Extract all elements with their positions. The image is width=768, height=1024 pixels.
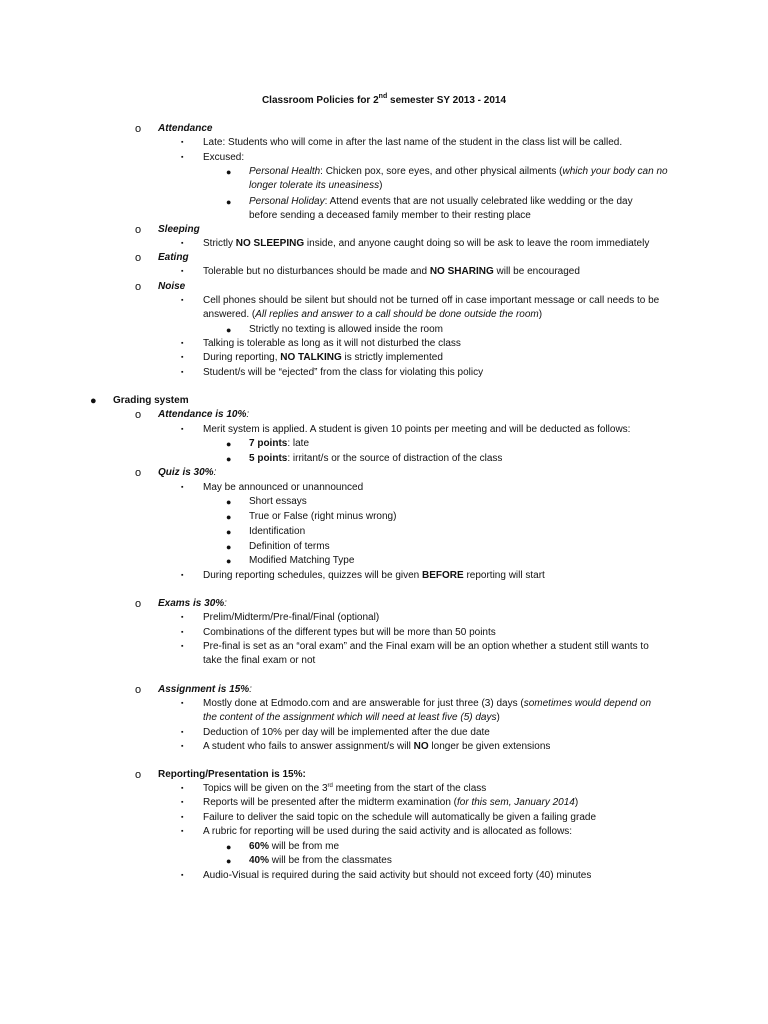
quiz-type: Identification bbox=[249, 526, 306, 537]
edmodo-policy-continued: the content of the assignment which will need at least five (5) days) bbox=[203, 712, 500, 723]
dot-bullet: ● bbox=[226, 842, 232, 852]
dot-bullet: ● bbox=[226, 325, 232, 335]
merit-system: Merit system is applied. A student is given 10 points per meeting and will be deducted as follows: bbox=[203, 424, 631, 435]
dot-bullet: ● bbox=[226, 439, 232, 449]
rubric-policy: A rubric for reporting will be used during the said activity and is allocated as follows: bbox=[203, 826, 573, 837]
extension-policy: A student who fails to answer assignment/s will NO longer be given extensions bbox=[203, 741, 551, 752]
assignment-heading: Assignment is 15%: bbox=[158, 684, 252, 695]
failure-policy: Failure to deliver the said topic on the schedule will automatically be given a failing grade bbox=[203, 812, 597, 823]
dot-bullet: ● bbox=[226, 197, 232, 207]
eating-heading: Eating bbox=[158, 252, 189, 263]
quiz-before-reporting: During reporting schedules, quizzes will be given BEFORE reporting will start bbox=[203, 570, 545, 581]
square-bullet: ▪ bbox=[181, 354, 184, 361]
reports-schedule: Reports will be presented after the midterm examination (for this sem, January 2014) bbox=[203, 797, 579, 808]
dot-bullet: ● bbox=[226, 856, 232, 866]
exam-item: Prelim/Midterm/Pre-final/Final (optional) bbox=[203, 612, 380, 623]
talking-policy: Talking is tolerable as long as it will not disturbed the class bbox=[203, 338, 461, 349]
prefinal-policy-continued: take the final exam or not bbox=[203, 655, 316, 666]
quiz-type: True or False (right minus wrong) bbox=[249, 511, 397, 522]
phones-policy-continued: answered. (All replies and answer to a call should be done outside the room) bbox=[203, 309, 543, 320]
rubric-teacher-share: 60% will be from me bbox=[249, 841, 340, 852]
dot-bullet: ● bbox=[226, 542, 232, 552]
title-text-rest: semester SY 2013 - 2014 bbox=[387, 95, 507, 106]
dot-bullet: ● bbox=[226, 527, 232, 537]
phones-policy: Cell phones should be silent but should not be turned off in case important message or call needs to be bbox=[203, 295, 660, 306]
title-superscript: nd bbox=[378, 93, 388, 100]
quiz-type: Modified Matching Type bbox=[249, 555, 355, 566]
dot-bullet: ● bbox=[226, 454, 232, 464]
sleeping-policy: Strictly NO SLEEPING inside, and anyone caught doing so will be ask to leave the room immediately bbox=[203, 238, 650, 249]
square-bullet: ▪ bbox=[181, 729, 184, 736]
audio-visual-policy: Audio-Visual is required during the said activity but should not exceed forty (40) minutes bbox=[203, 870, 592, 881]
square-bullet: ▪ bbox=[181, 643, 184, 650]
square-bullet: ▪ bbox=[181, 828, 184, 835]
grading-heading: Grading system bbox=[113, 395, 189, 406]
dot-bullet: ● bbox=[226, 512, 232, 522]
late-policy: Late: Students who will come in after the last name of the student in the class list will be called. bbox=[203, 137, 623, 148]
square-bullet: ▪ bbox=[181, 154, 184, 161]
topics-policy: Topics will be given on the 3rd meeting from the start of the class bbox=[203, 783, 487, 794]
circle-bullet: o bbox=[135, 769, 142, 781]
square-bullet: ▪ bbox=[181, 340, 184, 347]
dot-bullet: ● bbox=[226, 497, 232, 507]
reporting-heading: Reporting/Presentation is 15%: bbox=[158, 769, 306, 780]
square-bullet: ▪ bbox=[181, 799, 184, 806]
square-bullet: ▪ bbox=[181, 629, 184, 636]
quiz-type: Short essays bbox=[249, 496, 307, 507]
quiz-heading: Quiz is 30%: bbox=[158, 467, 217, 478]
circle-bullet: o bbox=[135, 467, 142, 479]
title-text: Classroom Policies for 2 bbox=[261, 95, 379, 106]
circle-bullet: o bbox=[135, 252, 142, 264]
personal-health-continued: longer tolerate its uneasiness) bbox=[249, 180, 383, 191]
square-bullet: ▪ bbox=[181, 240, 184, 247]
square-bullet: ▪ bbox=[181, 484, 184, 491]
sleeping-heading: Sleeping bbox=[158, 224, 200, 235]
square-bullet: ▪ bbox=[181, 268, 184, 275]
square-bullet: ▪ bbox=[181, 139, 184, 146]
irritant-points: 5 points: irritant/s or the source of distraction of the class bbox=[249, 453, 503, 464]
circle-bullet: o bbox=[135, 224, 142, 236]
square-bullet: ▪ bbox=[181, 572, 184, 579]
square-bullet: ▪ bbox=[181, 426, 184, 433]
square-bullet: ▪ bbox=[181, 297, 184, 304]
personal-holiday-continued: before sending a deceased family member to their resting place bbox=[249, 210, 531, 221]
prefinal-policy: Pre-final is set as an “oral exam” and the Final exam will be an option whether a student still wants to bbox=[203, 641, 649, 652]
square-bullet: ▪ bbox=[181, 614, 184, 621]
noise-heading: Noise bbox=[158, 281, 186, 292]
quiz-announced: May be announced or unannounced bbox=[203, 482, 364, 493]
circle-bullet: o bbox=[135, 684, 142, 696]
grading-attendance-heading: Attendance is 10%: bbox=[158, 409, 250, 420]
edmodo-policy: Mostly done at Edmodo.com and are answerable for just three (3) days (sometimes would depend on bbox=[203, 698, 652, 709]
circle-bullet: o bbox=[135, 598, 142, 610]
exams-heading: Exams is 30%: bbox=[158, 598, 227, 609]
square-bullet: ▪ bbox=[181, 785, 184, 792]
rubric-classmates-share: 40% will be from the classmates bbox=[249, 855, 392, 866]
personal-holiday-item: Personal Holiday: Attend events that are not usually celebrated like wedding or the day bbox=[249, 196, 633, 207]
dot-bullet: ● bbox=[226, 556, 232, 566]
square-bullet: ▪ bbox=[181, 872, 184, 879]
reporting-noise-policy: During reporting, NO TALKING is strictly implemented bbox=[203, 352, 443, 363]
document-title bbox=[0, 95, 768, 106]
circle-bullet: o bbox=[135, 281, 142, 293]
square-bullet: ▪ bbox=[181, 814, 184, 821]
dot-bullet: ● bbox=[90, 395, 97, 407]
texting-policy: Strictly no texting is allowed inside the room bbox=[249, 324, 443, 335]
deduction-policy: Deduction of 10% per day will be implemented after the due date bbox=[203, 727, 490, 738]
circle-bullet: o bbox=[135, 123, 142, 135]
square-bullet: ▪ bbox=[181, 700, 184, 707]
attendance-heading: Attendance bbox=[158, 123, 213, 134]
eating-policy: Tolerable but no disturbances should be made and NO SHARING will be encouraged bbox=[203, 266, 580, 277]
square-bullet: ▪ bbox=[181, 369, 184, 376]
circle-bullet: o bbox=[135, 409, 142, 421]
exam-item: Combinations of the different types but will be more than 50 points bbox=[203, 627, 496, 638]
dot-bullet: ● bbox=[226, 167, 232, 177]
excused-label: Excused: bbox=[203, 152, 245, 163]
personal-health-item: Personal Health: Chicken pox, sore eyes, and other physical ailments (which your body can no bbox=[249, 166, 668, 177]
quiz-type: Definition of terms bbox=[249, 541, 330, 552]
square-bullet: ▪ bbox=[181, 743, 184, 750]
ejected-policy: Student/s will be “ejected” from the class for violating this policy bbox=[203, 367, 484, 378]
late-points: 7 points: late bbox=[249, 438, 310, 449]
